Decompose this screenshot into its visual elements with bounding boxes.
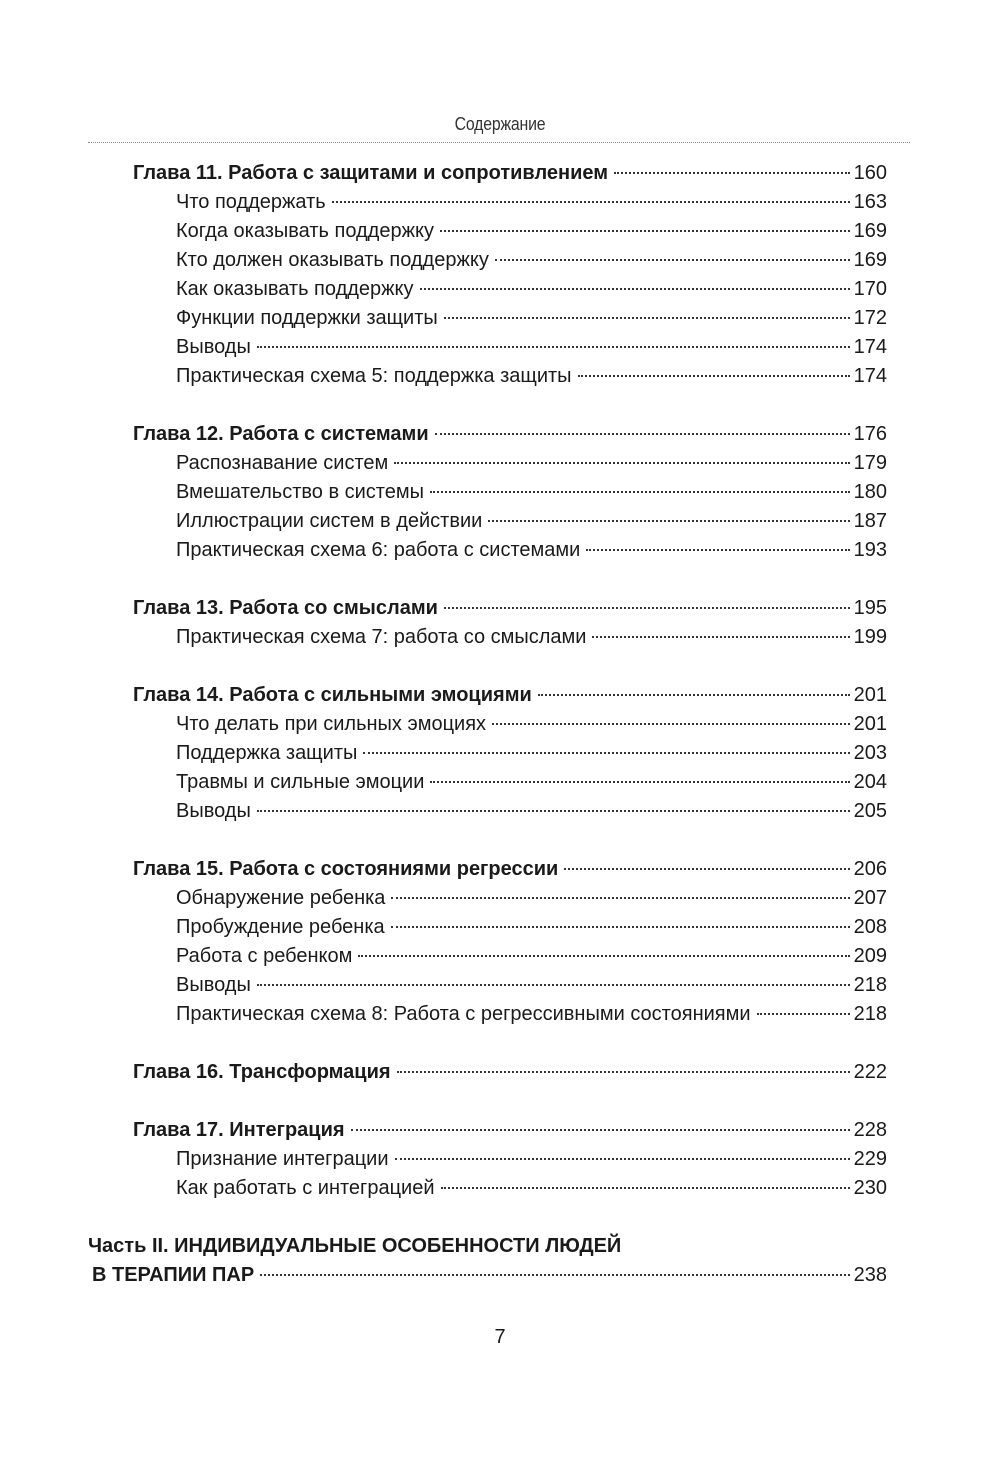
entry-rest: Поддержка защиты [176,742,358,764]
entry-title [176,710,486,739]
section-entry[interactable] [0,507,1000,536]
dot-leader [420,288,850,290]
table-of-contents [0,159,1000,1290]
entry-title [176,478,424,507]
entry-rest: Работа с системами [229,423,429,445]
entry-page: 209 [853,945,887,967]
entry-title [88,1232,621,1261]
section-entry[interactable] [0,942,1000,971]
entry-rest: Практическая схема 8: Работа с регрессивными состояниями [176,1003,751,1025]
entry-page: 203 [853,742,887,764]
entry-title [176,536,580,565]
chapter-entry[interactable] [0,159,1000,188]
section-entry[interactable] [0,449,1000,478]
part-entry-continued[interactable] [0,1261,1000,1290]
section-entry[interactable] [0,1145,1000,1174]
entry-page: 206 [853,858,887,880]
chapter-entry[interactable] [0,855,1000,884]
dot-leader [444,317,850,319]
section-entry[interactable] [0,217,1000,246]
dot-leader [363,752,849,754]
part-entry[interactable] [0,1232,1000,1261]
entry-title [176,304,438,333]
entry-rest: Вмешательство в системы [176,481,424,503]
entry-page: 193 [853,539,887,561]
entry-rest: Интеграция [229,1119,345,1141]
entry-page: 230 [853,1177,887,1199]
entry-title [176,507,482,536]
entry-page: 174 [853,365,887,387]
entry-prefix: Глава 12. [133,423,224,445]
section-entry[interactable] [0,768,1000,797]
dot-leader [488,520,849,522]
dot-leader [492,723,850,725]
entry-title [176,449,388,478]
entry-page: 208 [853,916,887,938]
entry-title [133,420,429,449]
entry-rest: Выводы [176,974,251,996]
dot-leader [391,926,850,928]
header-divider [88,142,910,143]
entry-title [176,217,434,246]
entry-rest: Практическая схема 7: работа со смыслами [176,626,587,648]
section-entry[interactable] [0,304,1000,333]
dot-leader [332,201,850,203]
dot-leader [441,1187,850,1189]
entry-page: 169 [853,220,887,242]
entry-rest: Трансформация [229,1061,391,1083]
section-entry[interactable] [0,884,1000,913]
entry-prefix: Глава 14. [133,684,224,706]
spacer [0,391,1000,420]
entry-rest: Работа с сильными эмоциями [229,684,532,706]
entry-page: 204 [853,771,887,793]
entry-page: 207 [853,887,887,909]
dot-leader [397,1071,850,1073]
entry-rest: Пробуждение ребенка [176,916,385,938]
entry-page: 218 [853,1003,887,1025]
entry-page: 174 [853,336,887,358]
entry-prefix: Глава 13. [133,597,224,619]
dot-leader [586,549,849,551]
running-header: Содержание [454,114,546,134]
spacer [0,565,1000,594]
section-entry[interactable] [0,739,1000,768]
dot-leader [430,781,849,783]
dot-leader [257,810,850,812]
entry-title [176,362,572,391]
entry-title [176,971,251,1000]
page-number: 7 [494,1326,506,1348]
section-entry[interactable] [0,362,1000,391]
entry-page: 218 [853,974,887,996]
entry-title [176,797,251,826]
entry-page: 199 [853,626,887,648]
dot-leader [260,1274,849,1276]
section-entry[interactable] [0,710,1000,739]
chapter-entry[interactable] [0,420,1000,449]
entry-rest: Работа с защитами и сопротивлением [228,162,609,184]
dot-leader [358,955,849,957]
entry-page: 180 [853,481,887,503]
dot-leader [440,230,850,232]
entry-page: 179 [853,452,887,474]
section-entry[interactable] [0,536,1000,565]
entry-page: 172 [853,307,887,329]
entry-page: 163 [853,191,887,213]
entry-rest: Распознавание систем [176,452,389,474]
entry-title [176,1145,389,1174]
entry-title [92,1261,254,1290]
chapter-entry[interactable] [0,1058,1000,1087]
dot-leader [391,897,849,899]
entry-title [176,768,424,797]
entry-page: 229 [853,1148,887,1170]
entry-page: 170 [853,278,887,300]
entry-prefix: Глава 17. [133,1119,230,1141]
entry-page: 201 [853,684,887,706]
spacer [0,1029,1000,1058]
entry-title [176,275,414,304]
entry-page: 238 [853,1264,887,1286]
entry-title [176,1000,751,1029]
chapter-entry[interactable] [0,1116,1000,1145]
entry-title [133,594,438,623]
section-entry[interactable] [0,1000,1000,1029]
entry-page: 201 [853,713,887,735]
entry-rest: Работа с ребенком [176,945,353,967]
section-entry[interactable] [0,333,1000,362]
dot-leader [444,607,850,609]
entry-page: 187 [853,510,887,532]
section-entry[interactable] [0,913,1000,942]
entry-rest: Как работать с интеграцией [176,1177,435,1199]
dot-leader [351,1129,850,1131]
entry-rest: Выводы [176,336,251,358]
dot-leader [614,172,850,174]
dot-leader [592,636,849,638]
chapter-entry[interactable] [0,594,1000,623]
section-entry[interactable] [0,275,1000,304]
dot-leader [495,259,850,261]
entry-rest: Что делать при сильных эмоциях [176,713,487,735]
entry-title [176,246,489,275]
dot-leader [257,984,850,986]
entry-rest: Когда оказывать поддержку [176,220,434,242]
entry-rest: Кто должен оказывать поддержку [176,249,489,271]
entry-rest: Функции поддержки защиты [176,307,438,329]
entry-page: 195 [853,597,887,619]
entry-rest: В ТЕРАПИИ ПАР [92,1264,255,1286]
entry-page: 176 [853,423,887,445]
entry-title [133,1058,391,1087]
entry-title [176,1174,435,1203]
section-entry[interactable] [0,797,1000,826]
entry-rest: Работа с состояниями регрессии [229,858,559,880]
entry-title [176,333,251,362]
entry-title [133,681,532,710]
entry-rest: Работа со смыслами [229,597,438,619]
dot-leader [564,868,849,870]
dot-leader [757,1013,850,1015]
dot-leader [395,1158,850,1160]
dot-leader [578,375,850,377]
entry-rest: Травмы и сильные эмоции [176,771,425,793]
entry-title [176,623,586,652]
entry-page: 160 [853,162,887,184]
section-entry[interactable] [0,478,1000,507]
entry-prefix: Глава 11. [133,162,223,184]
spacer [0,826,1000,855]
entry-rest: Практическая схема 6: работа с системами [176,539,581,561]
dot-leader [257,346,850,348]
dot-leader [538,694,850,696]
entry-page: 222 [853,1061,887,1083]
spacer [0,1203,1000,1232]
section-entry[interactable] [0,971,1000,1000]
section-entry[interactable] [0,623,1000,652]
dot-leader [435,433,850,435]
entry-prefix: Глава 15. [133,858,224,880]
entry-title [176,188,326,217]
entry-title [133,159,608,188]
entry-title [133,855,558,884]
section-entry[interactable] [0,1174,1000,1203]
entry-rest: Что поддержать [176,191,326,213]
section-entry[interactable] [0,188,1000,217]
entry-rest: Обнаружение ребенка [176,887,386,909]
spacer [0,1087,1000,1116]
entry-page: 169 [853,249,887,271]
entry-page: 205 [853,800,887,822]
dot-leader [430,491,850,493]
entry-page: 228 [853,1119,887,1141]
entry-title [176,884,385,913]
entry-rest: Как оказывать поддержку [176,278,414,300]
entry-rest: Иллюстрации систем в действии [176,510,483,532]
entry-title [133,1116,345,1145]
entry-rest: Признание интеграции [176,1148,389,1170]
entry-title [176,942,352,971]
entry-rest: Часть II. ИНДИВИДУАЛЬНЫЕ ОСОБЕННОСТИ ЛЮДЕЙ [88,1235,622,1257]
entry-rest: Выводы [176,800,251,822]
chapter-entry[interactable] [0,681,1000,710]
entry-prefix: Глава 16. [133,1061,224,1083]
dot-leader [394,462,849,464]
entry-title [176,739,357,768]
entry-rest: Практическая схема 5: поддержка защиты [176,365,572,387]
entry-title [176,913,385,942]
spacer [0,652,1000,681]
section-entry[interactable] [0,246,1000,275]
